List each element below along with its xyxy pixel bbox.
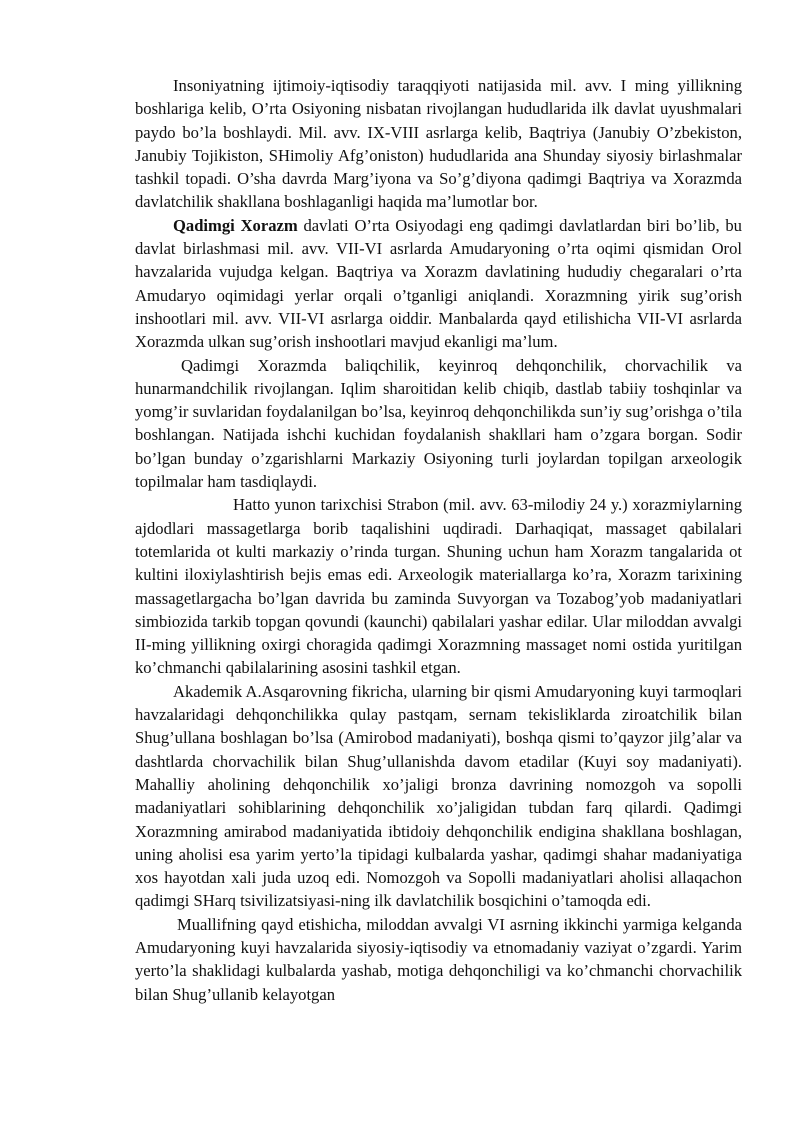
paragraph-6 <box>135 913 742 1006</box>
paragraph-2-bold-lead: Qadimgi Xorazm <box>173 215 298 235</box>
paragraph-6-text: Muallifning qayd etishicha, miloddan avvalgi VI asrning ikkinchi yarmiga kelganda Amudaryoning kuyi havzalarida siyosiy-iqtisodiy va etnomadaniy vaziyat o’zgardi. Yarim yerto’la shaklidagi kulbalarda yashab, motiga dehqonchiligi va ko’chmanchi chorvachilik bilan Shug’ullanib kelayotgan <box>135 914 742 1004</box>
paragraph-3-text: Qadimgi Xorazmda baliqchilik, keyinroq dehqonchilik, chorvachilik va hunarmandchilik rivojlangan. Iqlim sharoitidan kelib chiqib, dastlab tabiiy toshqinlar va yomg’ir suvlaridan foydalanilgan bo’lsa, keyinroq dehqonchilikda sun’iy sug’orishga o’tila boshlangan. Natijada ishchi kuchidan foydalanish shakllari ham o’zgara borgan. Sodir bo’lgan bunday o’zgarishlarni Markaziy Osiyoning turli joylardan topilgan arxeologik topilmalar ham tasdiqlaydi. <box>135 355 742 492</box>
paragraph-5-text: Akademik A.Asqarovning fikricha, ularning bir qismi Amudaryoning kuyi tarmoqlari havzalaridagi dehqonchilikka qulay pastqam, sernam tekisliklarda ziroatchilik bilan Shug’ullana boshlagan bo’lsa (Amirobod madaniyati), boshqa qismi to’qayzor jilg’alar va dashtlarda chorvachilik bilan Shug’ullanishda davom etadilar (Kuyi soy madaniyati). Mahalliy aholining dehqonchilik xo’jaligi bronza davrining nomozgoh va sopolli madaniyatlari sohiblarining dehqonchilik xo’jaligidan tubdan farq qilardi. Qadimgi Xorazmning amirabod madaniyatida ibtidoiy dehqonchilik endigina shakllana boshlagan, uning aholisi esa yarim yerto’la tipidagi kulbalarda yashar, qadimgi shahar madaniyatiga xos hayotdan xali juda uzoq edi. Nomozgoh va Sopolli madaniyatlari aholisi allaqachon qadimgi SHarq tsivilizatsiyasi-ning ilk davlatchilik bosqichini o’tamoqda edi. <box>135 681 742 911</box>
paragraph-2-text: davlati O’rta Osiyodagi eng qadimgi davlatlardan biri bo’lib, bu davlat birlashmasi mil. avv. VII-VI asrlarda Amudaryoning o’rta oqimi qismidan Orol havzalarida vujudga kelgan. Baqtriya va Xorazm davlatining hududiy chegaralari o’rta Amudaryo oqimidagi yerlar orqali o’tganligi aniqlandi. Xorazmning yirik sug’orish inshootlari mil. avv. VII-VI asrlarga oiddir. Manbalarda qayd etilishicha VII-VI asrlarda Xorazmda ulkan sug’orish inshootlari mavjud ekanligi ma’lum. <box>135 215 742 352</box>
paragraph-3 <box>135 354 742 494</box>
paragraph-2 <box>135 214 742 354</box>
paragraph-1-text: Insoniyatning ijtimoiy-iqtisodiy taraqqiyoti natijasida mil. avv. I ming yillikning boshlariga kelib, O’rta Osiyoning nisbatan rivojlangan hududlarida ilk davlat uyushmalari paydo bo’la boshlaydi. Mil. avv. IX-VIII asrlarga kelib, Baqtriya (Janubiy O’zbekiston, Janubiy Tojikiston, SHimoliy Afg’oniston) hududlarida ana Shunday siyosiy birlashmalar tashkil topadi. O’sha davrda Marg’iyona va So’g’diyona qadimgi Baqtriya va Xorazmda davlatchilik shakllana boshlaganligi haqida ma’lumotlar bor. <box>135 76 742 212</box>
paragraph-1 <box>135 74 742 214</box>
document-page <box>135 74 742 1006</box>
paragraph-5 <box>135 680 742 913</box>
paragraph-4-text: Hatto yunon tarixchisi Strabon (mil. avv. 63-milodiy 24 y.) xorazmiylarning ajdodlari massagetlarga borib taqalishini uqdiradi. Darhaqiqat, massaget qabilalari totemlarida ot kulti markaziy o’rinda turgan. Shuning uchun ham Xorazm tangalarida ot kultini iloxiylashtirish bejis emas edi. Arxeologik materiallarga ko’ra, Xorazm tarixining massagetlargacha bo’lgan davrida bu zaminda Suvyorgan va Tozabog’yob madaniyatlari simbiozida tarkib topgan qovundi (kaunchi) qabilalari yashar edilar. Ular miloddan avvalgi II-ming yillikning oxirgi choragida qadimgi Xorazmning massaget nomi ostida yuritilgan ko’chmanchi qabilalarining asosini tashkil etgan. <box>135 495 742 678</box>
paragraph-4 <box>135 493 742 679</box>
